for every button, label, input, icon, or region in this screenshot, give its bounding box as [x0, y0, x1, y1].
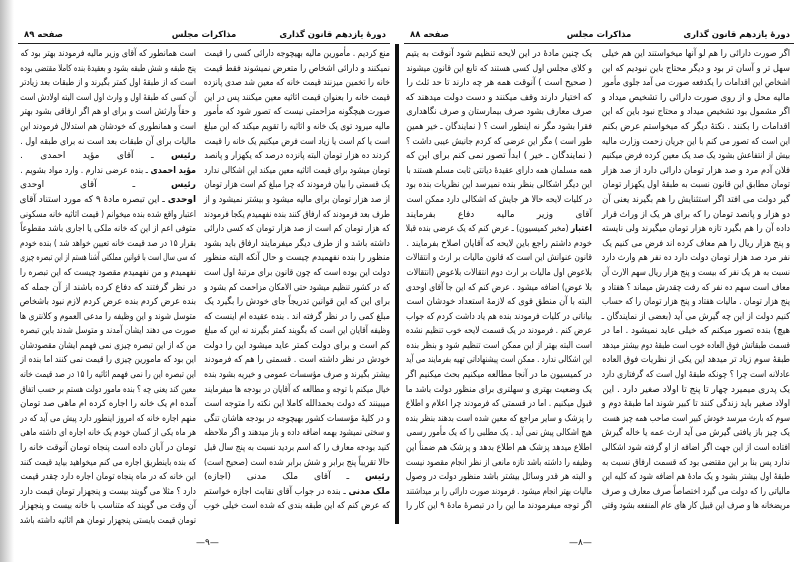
- text-line: [203, 456, 390, 471]
- line-text: ندارد پس بنا بر این مقتضی بود که قسمت ارفاق نسبت به: [601, 457, 790, 468]
- line-text: وظیفه را داشته باشد تازه مانعی از نظر انجام مقصود نیست: [405, 457, 592, 468]
- line-text: اعتبار واقع شده بنده میخوانم ( قیمت اثاثیه خانه مسکونی: [19, 209, 197, 220]
- text-line: [204, 310, 390, 325]
- line-text: دولت این بوده است که چون قانون برای مرتبهٔ اول است: [203, 267, 390, 278]
- line-text: است که از طبقهٔ اول کمتر بگیرند و از طبقات بعد زیادتر: [20, 78, 197, 89]
- text-line: [20, 76, 197, 91]
- text-line: [20, 456, 197, 471]
- line-text: و حقاً وارثش است و برای او هم اگر ارفاقی بشود بهتر: [20, 107, 196, 118]
- text-line: [405, 456, 592, 471]
- text-column-right: [204, 47, 390, 532]
- line-text: صورت هیچگونه مزاحمتی نیست که تصور شود که مأمور: [204, 107, 390, 118]
- text-line: [203, 281, 390, 296]
- line-text: کردند ده هزار تومان البته پانزده درصد که یکهزار و پانصد: [204, 151, 390, 162]
- text-line: [19, 295, 196, 310]
- text-line: [601, 135, 790, 150]
- text-column-right: [602, 47, 790, 532]
- text-line: [204, 441, 390, 456]
- text-line: [20, 353, 196, 368]
- line-text: در نظر گرفتند که دفاع کرده باشند از آن جمله که: [20, 282, 196, 293]
- text-line: [405, 135, 592, 150]
- line-text: بقرار ۱۵ در صد قیمت خانه تعیین خواهد شد ) بنده خودم: [20, 238, 196, 249]
- line-text: طور است ) مگر این عرضی که کردم جانیش عیبی داشت ؟: [405, 136, 592, 147]
- line-text: گیر دولت می افتد اگر استثنایش را هم بگیرند یعنی آن: [602, 194, 790, 205]
- line-text: داشته باشد و از طرف دیگر میفرمایند ارفاق باید بشود: [203, 238, 390, 249]
- text-line: [203, 237, 390, 252]
- line-text: بیشتر بگیرند و صرف مؤسسات عمومی و خیریه بشود بنده: [204, 370, 390, 381]
- line-text: که اختیار دارند وقف میکنند و دست دولت میدهند که: [405, 92, 592, 103]
- line-text: میبینند که دولت بحمدالله کاملا این نکته را متوجه است: [204, 399, 390, 410]
- line-text: نفهمیدم و من نفهمیدم مقصود چیست که این تبصره را: [19, 267, 197, 278]
- text-line: [406, 485, 592, 500]
- text-line: [20, 164, 196, 179]
- line-text: من که از این تبصره چیزی نمی فهمم ایشان مقصودشان: [19, 340, 196, 351]
- text-line: [405, 178, 592, 193]
- line-text: را پزشک و سایر مراجع که معین شده است بدهند بنظر بنده: [405, 413, 592, 424]
- line-text: یک قسمتی را بیان فرمودند که چرا مبلغ کم است هزار تومان: [204, 180, 390, 191]
- line-text: بنده عرض کردم بنده عرض کردم لازم نبود باشخاص: [19, 297, 196, 308]
- text-line: [405, 412, 592, 427]
- line-text: ـ آقای اوحدی: [20, 180, 172, 191]
- scan-edge-shadow: [0, 0, 14, 562]
- text-line: [602, 193, 790, 208]
- line-text: منهم اجاره خانه که امروز اینطور دارد پیش می آید که در: [20, 413, 197, 424]
- line-text: ـ آقای ملک مدنی (اجازه): [204, 472, 366, 483]
- text-line: [601, 456, 790, 471]
- line-text: البته با آن منطق قوی که لازمهٔ استعداد خودشان است: [406, 297, 592, 308]
- text-line: [19, 266, 197, 281]
- line-text: اشخاص این اقدامات را یکدفعه صورت می آمد جلوی مأمور: [602, 78, 790, 89]
- line-text: قسمت طبقاتش فوق العاده خوب است طبقهٔ دوم بیشتر میدهد: [602, 340, 790, 351]
- line-text: که بنده باینطریق اجاره می کنم میخواهید بیاید قیمت کنند: [20, 457, 197, 468]
- header-title: مذاکرات مجلس: [566, 30, 632, 40]
- line-text: داده آن را هم بگیرد تازه هزار تومان میگیرند ولی نایسته: [601, 224, 790, 235]
- line-text: بیاناتی در کلیات فرمودند بنده هم یاد داشت کردم که جواب: [405, 311, 592, 322]
- text-line: [601, 222, 790, 237]
- line-text: سوم که بارث میرسد خودش کبیر است صاحب همه چیز هست: [602, 413, 790, 424]
- line-text: مالیه محل و از روی صورت دارائی را تشخیص میداد و: [601, 92, 790, 103]
- line-text: طبقهٔ سوم زیاد تر میدهد این یکی از نظریات فوق العاده: [602, 355, 790, 366]
- text-line: [203, 208, 390, 223]
- line-text: آن کسی که طبقهٔ اول و وارث اول است البته اولادش است: [20, 92, 197, 103]
- text-line: [406, 120, 592, 135]
- header-page-number: صفحه ۸۸: [410, 30, 449, 40]
- text-line: [204, 295, 390, 310]
- line-text: این تبصره این را نمی فهمم اثاثیه را ۱۵ در صد قیمت خانه: [19, 370, 196, 381]
- line-text: خانه را تخمین میزنند قیمت خانه که معین شد صدی پانزده: [203, 78, 390, 89]
- text-line: [203, 339, 390, 354]
- line-text: ـ این تبصره مادهٔ ۹ که مورد استناد آقای: [19, 194, 168, 205]
- text-line: [601, 105, 790, 120]
- line-text: برای این که این قوانین تدریجاً جای خودش را بگیرد یک: [204, 297, 390, 308]
- text-line: [601, 47, 790, 62]
- text-line: [405, 368, 592, 383]
- text-column-left: [20, 47, 196, 532]
- line-text: خیال میکنم با توجه و مطالعه که آقایان در بودجه ها میفرمایند: [204, 384, 390, 395]
- line-text: سهل تر و آسان تر بود و دیگر محتاج باین نبودیم که این: [601, 63, 790, 74]
- line-text: معاف است سهم ده نفر که رفت چقدرش میماند ؟ هفتاد و: [601, 282, 790, 293]
- text-line: [406, 499, 592, 514]
- text-line: [204, 324, 390, 339]
- text-line: [203, 251, 390, 266]
- line-text: بلاعوض اول مالیات بر ارث دوم انتقالات بلاعوض (انتقالات: [406, 267, 592, 278]
- text-line: [405, 47, 592, 62]
- line-text: (مخبر کمیسیون) ـ عرض کنم که یک عرضی بنده قبلا: [405, 224, 571, 235]
- text-line: [20, 281, 196, 296]
- text-line: [601, 281, 790, 296]
- line-text: اگر توجه میفرمودند ما این را در تبصرهٔ مادهٔ ۹ این کار را: [406, 501, 592, 512]
- line-text: هر ماه یکی از کسان خودم یک خانه اجاره ای داشته ماهی: [20, 428, 196, 439]
- text-line: [601, 266, 790, 281]
- line-text: بلا عوض) اضافه میشود . عرض کنم که این جا آقای اوحدی: [405, 282, 592, 293]
- text-line: [406, 164, 592, 179]
- text-line: [20, 105, 196, 120]
- line-text: صورت می دهند ایشان آمدند و متوسل شدند باین تبصره: [20, 326, 197, 337]
- line-text: یک چنین مادهٔ در این لایحه تنظیم شود آنوقت به یتیم: [405, 49, 592, 59]
- line-text: منظور را بنده نفهمیدم چیست و حال آنکه البته منظور: [203, 253, 390, 264]
- text-line: [19, 339, 196, 354]
- line-text: تومان میشود برای قیمت اثاثیه معین میکند این اشکالی ندارد: [204, 165, 390, 176]
- text-line: [602, 120, 790, 135]
- line-text: طبقهٔ اول بیشتر بشود و یک مادهٔ هم اضافه شود که کلیه این: [601, 472, 790, 483]
- text-line: [601, 62, 790, 77]
- line-text: ـ آقای مؤید احمدی .: [20, 151, 172, 162]
- line-text: آمده ام یک خانه را اجاره کرده ام ماهی صد تومان: [20, 399, 196, 410]
- binding-divider: [395, 44, 399, 524]
- text-line: [601, 470, 790, 485]
- line-text: نمیکنند و دارائی اشخاص را متعرض نمیشوند فقط قیمت: [204, 63, 390, 74]
- text-line: [204, 353, 390, 368]
- text-line: [204, 135, 390, 150]
- header-title: مذاکرات مجلس: [171, 30, 237, 40]
- text-line: [601, 164, 790, 179]
- line-text: اگر صورت دارائی را هم لو آنها میخواستند این هم خیلی: [601, 49, 790, 59]
- text-line: [601, 251, 790, 266]
- header-series: دورهٔ یازدهم قانون گذاری: [683, 30, 790, 40]
- text-line: [20, 135, 196, 150]
- text-line: [601, 149, 790, 164]
- line-text: صرف معارف بشود صرف بیمارستان و صرف نگاهداری: [406, 107, 592, 118]
- text-line: [20, 251, 196, 266]
- text-line: [602, 76, 790, 91]
- text-line: [204, 426, 390, 441]
- text-line: [19, 208, 197, 223]
- line-text: و پنج هزار ریال را هم معاف کرده اند فرض می کنیم یک: [602, 238, 790, 249]
- text-line: [405, 383, 592, 398]
- text-line: [20, 412, 197, 427]
- text-line: [601, 499, 790, 514]
- text-line: [204, 383, 390, 398]
- speaker-name: اعتبار: [570, 224, 592, 235]
- text-line: [20, 237, 196, 252]
- text-line: [405, 281, 592, 296]
- header-series: دورهٔ یازدهم قانون گذاری: [279, 30, 386, 40]
- line-text: ـ بنده در جواب آقای نقابت اجازه خواستم: [203, 486, 349, 497]
- line-text: تومان در آبان داده است پنجاه تومان آنوقت خانه را: [20, 443, 196, 454]
- line-text: کم است و برای دولت کمتر عاید میشود این را دولت: [203, 340, 390, 351]
- text-line: [204, 178, 390, 193]
- line-text: مالیه میرود توی یک خانه و اثاثیه را تقویم میکند که این مبلغ: [204, 121, 390, 132]
- text-line: [601, 441, 790, 456]
- line-text: در کلیات لایحه حالا هر جایش که اشکالی دارد ممکن است: [406, 194, 592, 205]
- page-footer-number: —۸—: [569, 538, 592, 548]
- line-text: ( صحیح است ) آنوقت همه هر چه دارند تا حد ثلث را: [406, 78, 592, 89]
- text-line: [203, 193, 390, 208]
- line-text: و البته هر قدر وسائل بیشتر باشد منظور دولت در وصول: [405, 472, 592, 483]
- line-text: مالیات برای آن طبقات بعد است نه برای طبقه اول .: [20, 136, 196, 147]
- line-text: همه مسلمان همه دارای عقیدهٔ دیانتی ثابت مسلم هستند با: [406, 165, 592, 176]
- text-line: [204, 368, 390, 383]
- line-text: اولاد صغیر باید زندگی کنند تا کبیر شوند اما طبقهٔ دوم و: [601, 399, 790, 410]
- line-text: اطلاع میدهد پزشک هم اطلاع بدهد و پزشک هم ضمناً این: [406, 443, 592, 454]
- line-text: که عرض کنم که این طبقه بندی که شده است خیلی خوب: [203, 501, 390, 512]
- line-text: پنج طبقه و شش طبقه بشود و بعقیدهٔ بنده کاملا مقتضی بوده: [20, 63, 196, 74]
- speaker-name: اوحدی: [167, 194, 196, 205]
- text-line: [405, 397, 592, 412]
- line-text: از صد هزار تومان برای مالیه میشود و بیشتر نمیشود و از: [203, 194, 390, 205]
- line-text: متوفی اعم از این که خانه ملکی یا اجاری باشد مقطوعاً: [20, 224, 197, 235]
- line-text: اگر مشمول بود تشخیص میداد و محتاج نبود باین که این: [601, 107, 790, 118]
- line-text: یک وضعیت بهتری و سهلتری برای منظور دولت باشد ما: [405, 384, 592, 395]
- line-text: قبول میکنیم . اما در قسمتی که فرمودند چرا اعلام و اطلاع: [405, 399, 592, 410]
- text-line: [204, 164, 390, 179]
- text-line: [603, 383, 790, 398]
- line-text: قانون عنوانش این است که قانون مالیات بر ارث و انتقالات: [405, 253, 592, 264]
- line-text: کنیم دولت از این چه گیرش می آید (بعضی از نمایندگان ـ: [601, 311, 790, 322]
- line-text: کنید بودجه معارف را که اسم بردید نسبت به پنج سال قبل: [204, 443, 390, 454]
- header-page-number: صفحه ۸۹: [24, 30, 63, 40]
- speaker-name: رئیس: [171, 180, 196, 191]
- text-line: [602, 178, 790, 193]
- text-line: [204, 47, 390, 62]
- line-text: است و همانطوری که خودشان هم استدلال فرمودند این: [20, 121, 196, 132]
- line-text: یک چیز باز یافتی گیرش می آید ارث عمه یا خاله گیرش: [601, 428, 790, 439]
- text-line: [405, 353, 592, 368]
- line-text: این خانه که در ماه پنجاه تومان اجاره دارد چقدر قیمت: [20, 472, 196, 483]
- line-text: هیچ اشکالی پیش نمی آید . یک مطلبی را که یک مأمور رسمی: [406, 428, 592, 439]
- line-text: این بود که مامورین چیزی را قیمت نمی کنند اما بنده از: [20, 355, 196, 366]
- text-line: [602, 412, 790, 427]
- text-line: [19, 193, 196, 208]
- text-line: [20, 324, 197, 339]
- line-text: که سی سال است با قوانین مملکتی آشنا هستم از این تبصره چیزی: [20, 253, 196, 264]
- text-line: [602, 237, 790, 252]
- text-line: [405, 310, 592, 325]
- text-column-left: [406, 47, 592, 532]
- line-text: وظیفه آقایان این است که بگویند کمتر بگیرند نه این که مبلغ: [204, 326, 390, 337]
- text-line: [406, 339, 592, 354]
- line-text: تومان قیمت بایستی پنجهزار تومان هم اثاثیه داشته باشد: [19, 516, 196, 526]
- text-line: [204, 397, 390, 412]
- text-line: [601, 324, 790, 339]
- text-line: [406, 149, 592, 164]
- text-line: [601, 208, 790, 223]
- text-line: [204, 120, 390, 135]
- line-text: ـ بنده عرضی ندارم . وارد مواد بشویم .: [20, 165, 151, 176]
- line-text: آن وقت می گویند که متناسب با خانه بیست و پنجهزار: [19, 501, 197, 512]
- line-text: هیچ) بنده تصور میکنم که خیلی عاید نمیشود . اما در: [601, 326, 790, 337]
- line-text: دارد ؟ مثلا می گویند بیست و پنجهزار تومان قیمت دارد: [19, 486, 196, 497]
- line-text: مالیاتی را که دولت می گیرد اختصاصاً صرف معارف و صرف: [601, 486, 790, 497]
- line-text: خودش در نظر داشته است . قسمتی را هم که فرمودند: [204, 355, 390, 366]
- line-text: حالا تقریباً پنج برابر و شش برابر شده است (صحیح است): [203, 457, 390, 468]
- page-header: [18, 30, 390, 42]
- text-line: [20, 47, 197, 62]
- text-line: [406, 266, 592, 281]
- text-line: [20, 91, 197, 106]
- text-line: [406, 237, 592, 252]
- text-line: [601, 426, 790, 441]
- text-line: [204, 105, 390, 120]
- line-text: دو هزار و پانصد تومان را که برای هر یک از وراث قرار: [601, 209, 790, 220]
- speaker-name: مؤید احمدی: [150, 165, 196, 176]
- line-text: پنج هزار تومان . مالیات هفتاد و پنج هزار تومان را که حساب: [601, 297, 790, 308]
- text-line: [406, 76, 592, 91]
- text-line: [19, 310, 197, 325]
- line-text: مریضخانه ها و صرف این قبیل کار های عام المنفعه بشود وقتی: [601, 501, 790, 512]
- line-text: و کلای مجلس اول کسی هستند که تابع این قانون میشوند: [406, 63, 592, 74]
- line-text: که در کشور تنظیم میشود حتی الامکان مزاحمت کم بشود و: [203, 282, 390, 293]
- text-line: [601, 91, 790, 106]
- line-text: نفر مرد صد هزار تومان دولت دارد ده نفر هم وارث دارد: [601, 253, 790, 264]
- line-text: عرض کنم . فرمودند در یک قسمت لایحه خوب تنظیم نشده: [405, 326, 592, 337]
- line-text: بیش از انتفاعش بشود یک صد یک معین کرده فرض میکنیم: [601, 151, 790, 162]
- text-line: [19, 368, 196, 383]
- line-text: تومان مطابق این قانون نسبت به طبقهٔ اول یکهزار تومان: [602, 180, 790, 191]
- line-text: این دیگر اشکالی بنظر بنده نمیرسد این نظریات بنده بود: [405, 180, 592, 191]
- text-line: [405, 222, 592, 237]
- text-line: [204, 149, 390, 164]
- line-text: و در کلیهٔ مؤسسات کشور بهیچوجه در بودجه هاشان تنگی: [203, 413, 390, 424]
- page-left: [18, 0, 390, 562]
- text-line: [406, 62, 592, 77]
- text-line: [203, 412, 390, 427]
- line-text: منع کردیم . مأمورین مالیه بهیچوجه دارائی کسی را قیمت: [204, 49, 390, 59]
- text-line: [203, 76, 390, 91]
- text-line: [406, 208, 592, 223]
- text-line: [20, 397, 196, 412]
- line-text: طرف بعد فرمودند که ارفاق کنند بنده نفهمیدم یکجا فرمودند: [203, 209, 390, 220]
- text-line: [20, 441, 196, 456]
- line-text: فلان آدم مرد و صد هزار تومان دارائی دارد از صد هزار: [601, 165, 790, 176]
- text-line: [405, 470, 592, 485]
- line-text: اقدامات را بکنند . نکتهٔ دیگر که میخواستم عرض بکنم: [602, 121, 790, 132]
- line-text: این اشکالی ندارد . ممکن است پیشنهاداتی تهیه بفرمایند می آید: [405, 355, 592, 366]
- text-line: [203, 266, 390, 281]
- text-line: [20, 178, 196, 193]
- text-line: [405, 251, 592, 266]
- text-line: [602, 339, 790, 354]
- text-line: [601, 295, 790, 310]
- text-line: [406, 105, 592, 120]
- text-line: [601, 397, 790, 412]
- line-text: است همانطور که آقای وزیر مالیه فرمودند بهتر بود که: [20, 49, 197, 59]
- line-text: یک پدری میمیرد چهار تا پنج تا اولاد صغیر دارد . این: [602, 384, 790, 395]
- text-line: [20, 470, 196, 485]
- text-line: [20, 120, 196, 135]
- line-text: نسبت به هر یک نفر که بیست و پنج هزار ریال سهم الارث آن: [601, 267, 790, 278]
- line-text: است البته بهتر از این ممکن است تنظیم شود و بنظر بنده: [406, 340, 592, 351]
- text-line: [203, 222, 390, 237]
- line-text: خودم داشتم راجع باین لایحه که آقایان اصلاح بفرمایند .: [406, 238, 592, 249]
- line-text: در کمیسیون ما در آنجا مطالعه میکنیم بحث میکنیم اگر: [405, 370, 592, 381]
- header-rule: [404, 43, 794, 44]
- text-line: [405, 324, 592, 339]
- text-line: [204, 470, 390, 485]
- text-line: [203, 485, 390, 500]
- text-line: [406, 426, 592, 441]
- text-line: [19, 514, 196, 529]
- text-line: [204, 91, 390, 106]
- line-text: است یا کم است یا زیاد است فرض میکنیم یک خانه را قیمت: [204, 136, 390, 147]
- text-line: [601, 485, 790, 500]
- text-line: [20, 149, 196, 164]
- line-text: متوسل شوند و این وظیفه را مدعی العموم و کلانتری ها: [19, 311, 197, 322]
- page-right: [404, 0, 794, 562]
- text-line: [20, 62, 196, 77]
- text-line: [602, 353, 790, 368]
- page-header: [404, 30, 794, 42]
- text-line: [204, 62, 390, 77]
- line-text: که هزار تومان کم است از صد هزار تومان که کسی دارائی: [203, 224, 390, 235]
- line-text: مبلغ کمی را در نظر گرفته اند . بنده عقیده ام اینست که: [204, 311, 390, 322]
- line-text: آقای وزیر مالیه دفاع بفرمایند: [406, 209, 592, 220]
- line-text: این است که تصور می کنم با این جریان زحمت وزارت مالیه: [601, 136, 790, 147]
- text-line: [406, 441, 592, 456]
- speaker-name: رئیس: [365, 472, 390, 483]
- speaker-name: ملک مدنی: [348, 486, 390, 497]
- text-line: [601, 310, 790, 325]
- line-text: افتاده است از این جهت اگر اضافه از او گرفته شود اشکالی: [601, 443, 790, 454]
- text-line: [19, 499, 197, 514]
- line-text: و سختی نمیشود بهمه اضافه داده و باز میدهند و اگر ملاحظه: [204, 428, 390, 439]
- line-text: معین کند یعنی چه ؟ بنده مامور دولت هستم بر حسب اتفاق: [20, 384, 196, 395]
- speaker-name: رئیس: [171, 151, 196, 162]
- line-text: ( نمایندگان ـ خیر ) ابداً تصور نمی کنم برای این که: [405, 151, 592, 162]
- text-line: [19, 485, 196, 500]
- line-text: قیمت خانه را بعنوان قیمت اثاثیه معین میکنند پس در این: [204, 92, 390, 103]
- text-line: [20, 426, 196, 441]
- header-rule: [18, 43, 390, 44]
- text-line: [405, 91, 592, 106]
- line-text: مالیات بهتر انجام میشود . فرمودند صورت دارائی را بر میداشتند: [406, 486, 592, 497]
- text-line: [203, 499, 390, 514]
- page-footer-number: —۹—: [196, 538, 219, 548]
- text-line: [20, 383, 196, 398]
- text-line: [406, 193, 592, 208]
- line-text: عادلانه است چرا ؟ چونکه طبقهٔ اول است که گرفتاری دارد: [601, 370, 790, 381]
- text-line: [20, 222, 197, 237]
- text-line: [406, 295, 592, 310]
- line-text: فقرا بشود مگر نه اینطور است ؟ ( نمایندگان ـ خیر همین: [406, 121, 592, 132]
- text-line: [601, 368, 790, 383]
